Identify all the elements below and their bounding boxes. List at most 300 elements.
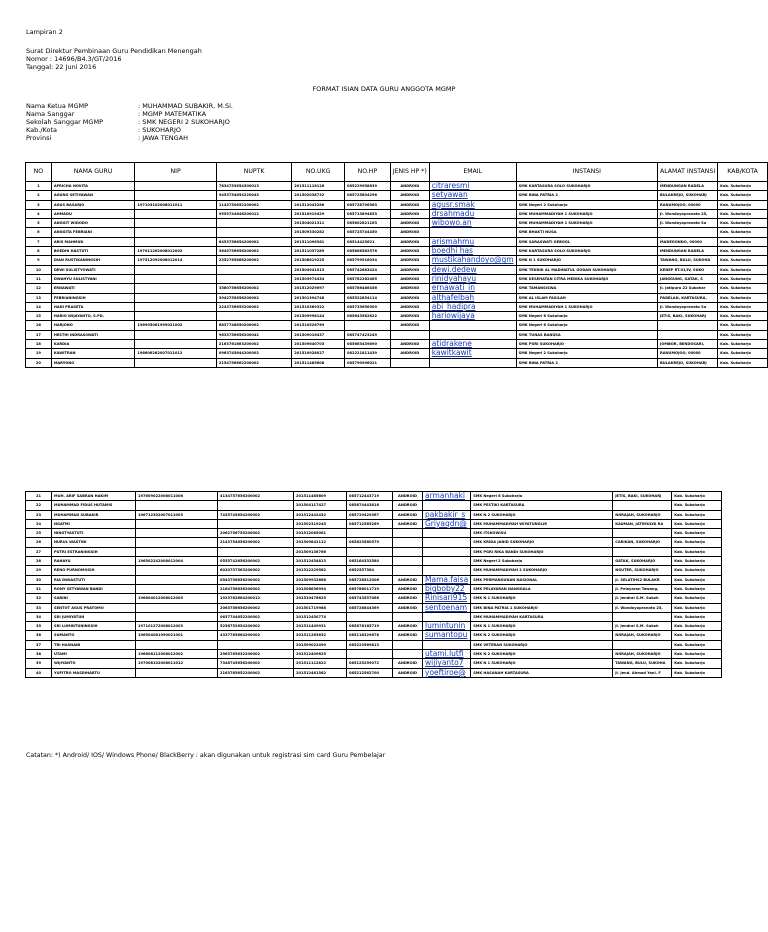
cell-no-hp: 085823560579 (347, 538, 393, 547)
cell-no-hp: 085674443816 (347, 501, 393, 510)
cell-no-ukg: 201509136766 (294, 547, 347, 556)
cell-nip: 197103102008011011 (135, 200, 216, 209)
cell-instansi: SMK HASANAH KARTASURA (471, 668, 613, 677)
cell-no: 28 (26, 557, 52, 566)
cell-nip: 196504081990021001 (136, 631, 218, 640)
cell-nama-guru: NGATMI (52, 519, 136, 528)
cell-nama-guru: ARIS MAHMUD (51, 237, 135, 246)
cell-nuptk (216, 274, 291, 283)
table-row (26, 237, 768, 246)
cell-nip (135, 293, 216, 302)
cell-nuptk: 7435745654200002 (218, 510, 294, 519)
cell-jenis-hp: ANDROID (390, 284, 429, 293)
cell-alamat-instansi: NGRAJAH, SUKOHARJO (613, 510, 672, 519)
column-header-jenis-hp: JENIS HP *) (390, 163, 429, 182)
cell-email: Griyaqdn@ (423, 519, 471, 528)
cell-instansi: SMK N 1 SUKOHARJO (471, 594, 613, 603)
cell-no-hp: 085602821163 (345, 219, 391, 228)
cell-kab-kota: Kab. Sukoharjo (718, 228, 768, 237)
cell-no-hp: 085725804296 (345, 191, 391, 200)
cell-kab-kota: Kab. Sukoharjo (672, 612, 722, 621)
cell-kab-kota: Kab. Sukoharjo (718, 200, 768, 209)
cell-kab-kota: Kab. Sukoharjo (718, 247, 768, 256)
table-row (26, 668, 722, 677)
cell-nip (136, 640, 218, 649)
cell-kab-kota: Kab. Sukoharjo (672, 510, 722, 519)
cell-instansi: SMK KARTASURA SOLO SUKOHARJO (516, 247, 657, 256)
cell-instansi: SMK ITSKOWISU (471, 529, 613, 538)
cell-email: lumintunin (423, 622, 471, 631)
info-key: Provinsi (26, 134, 52, 142)
cell-jenis-hp: ANDROID (393, 659, 423, 668)
cell-alamat-instansi: MADEGONDO, 00000 (657, 237, 717, 246)
cell-no: 5 (26, 219, 52, 228)
cell-kab-kota: Kab. Sukoharjo (718, 321, 768, 330)
column-header-no-ukg: NO.UKG (292, 163, 345, 182)
cell-no: 6 (26, 228, 52, 237)
cell-jenis-hp: ANDROID (390, 247, 429, 256)
cell-no-hp: 085712585269 (347, 519, 393, 528)
cell-kab-kota: Kab. Sukoharjo (718, 182, 768, 191)
cell-instansi: SMK PERMANGUNAN NASIONAL (471, 575, 613, 584)
cell-email: dewi.dedew (429, 265, 516, 274)
cell-nip (135, 340, 216, 349)
cell-alamat-instansi: RANUMOJOO, 00000 (657, 349, 717, 358)
cell-alamat-instansi: CARIKAN, SUKOHARJO (613, 538, 672, 547)
info-key: Kab./Kota (26, 126, 57, 134)
cell-jenis-hp (393, 529, 423, 538)
cell-no-ukg: 201509640703 (292, 340, 345, 349)
cell-no-hp: 085742883424 (345, 265, 391, 274)
cell-instansi: SMK Negeri 2 Sukoharjo (471, 557, 613, 566)
cell-no-ukg: 201509842112 (294, 538, 347, 547)
cell-nip (136, 529, 218, 538)
cell-nuptk: 0555742656200002 (218, 557, 294, 566)
table-row (26, 302, 768, 311)
cell-kab-kota: Kab. Sukoharjo (718, 237, 768, 246)
cell-nip (135, 358, 216, 367)
cell-alamat-instansi (613, 547, 672, 556)
column-header-no: NO (26, 163, 52, 182)
column-header-email: EMAIL (429, 163, 516, 182)
cell-email (423, 640, 471, 649)
table-row (26, 349, 768, 358)
cell-no: 18 (26, 340, 52, 349)
cell-no: 4 (26, 209, 52, 218)
cell-nuptk: 2164756636200002 (218, 584, 294, 593)
column-header-nuptk: NUPTK (216, 163, 291, 182)
cell-instansi: SMK PESTIKI KARTASURA (471, 501, 613, 510)
cell-nama-guru: SRI JUMIYATUN (52, 612, 136, 621)
cell-no-ukg: 201512229582 (294, 566, 347, 575)
cell-no-ukg: 201504941013 (292, 265, 345, 274)
cell-alamat-instansi: Jl. Pelayaran Tawang, (613, 584, 672, 593)
cell-no-ukg: 201510369322 (292, 302, 345, 311)
table-row (26, 247, 768, 256)
cell-no-hp: 085125259072 (347, 659, 393, 668)
cell-nama-guru: BOEDHI HASTUTI (51, 247, 135, 256)
cell-email: sentoenam (423, 603, 471, 612)
cell-no: 35 (26, 622, 52, 631)
cell-nuptk: 9633756656200042 (216, 330, 291, 339)
cell-nip: 196712302007011003 (136, 510, 218, 519)
cell-jenis-hp: ANDROID (393, 510, 423, 519)
cell-email: rinidyahayu (429, 274, 516, 283)
cell-no: 17 (26, 330, 52, 339)
cell-no-ukg: 201511485609 (294, 492, 347, 501)
cell-email: yoeftiroe@ (423, 668, 471, 677)
cell-no: 38 (26, 650, 52, 659)
cell-no-ukg: 201509016437 (292, 330, 345, 339)
cell-no-hp (347, 612, 393, 621)
cell-kab-kota: Kab. Sukoharjo (718, 219, 768, 228)
cell-nip (136, 603, 218, 612)
cell-nama-guru: HARJONO (51, 321, 135, 330)
cell-no-ukg: 201504117427 (294, 501, 347, 510)
cell-email: althafelbah (429, 293, 516, 302)
cell-kab-kota: Kab. Sukoharjo (672, 650, 722, 659)
cell-instansi: SMK MUHAMMADIYAH 1 SUKOHARJO (516, 219, 657, 228)
cell-nuptk: 5256752654200002 (218, 622, 294, 631)
cell-nama-guru: YUFITRO MASDIHARTU (52, 668, 136, 677)
cell-nama-guru: ANGGIT WIDODO (51, 219, 135, 228)
cell-no-ukg: 201512029097 (292, 284, 345, 293)
cell-nip (135, 182, 216, 191)
footnote: Catatan: *) Android/ IOS/ Windows Phone/ BlackBerry : akan digunakan untuk registrasi sim card Guru Pembelajar (26, 752, 386, 759)
cell-kab-kota: Kab. Sukoharjo (672, 584, 722, 593)
cell-instansi: SMK Negeri 2 Sukoharjo (516, 200, 657, 209)
cell-no-ukg: 201512450774 (294, 612, 347, 621)
cell-no-ukg: 201502319245 (294, 519, 347, 528)
table-row (26, 519, 722, 528)
cell-no: 25 (26, 529, 52, 538)
table-row (26, 538, 722, 547)
cell-instansi: SMK Negeri 6 Sukoharjo (516, 312, 657, 321)
cell-nama-guru: NURUL WASTINI (52, 538, 136, 547)
cell-no-hp: 085712443719 (347, 492, 393, 501)
cell-jenis-hp: ANDROID (393, 492, 423, 501)
cell-instansi: SMK N 1 SUKOHARJO (471, 622, 613, 631)
cell-nama-guru: RONY SETYAWAN BANDI (52, 584, 136, 593)
cell-alamat-instansi: JOMBOR, BENDOSARI, (657, 340, 717, 349)
cell-jenis-hp: ANDROID (390, 191, 429, 200)
cell-jenis-hp: ANDROID (390, 256, 429, 265)
cell-no-ukg: 201509932666 (294, 575, 347, 584)
cell-instansi: SMK Negeri 2 Sukoharjo (516, 349, 657, 358)
cell-jenis-hp (390, 358, 429, 367)
cell-nip: 196606262007011012 (135, 349, 216, 358)
cell-nip (135, 228, 216, 237)
cell-nama-guru: HARIO WIJAYANTO, S.PD. (51, 312, 135, 321)
cell-instansi: SMK Negeri 6 Sukoharjo (471, 492, 613, 501)
cell-no: 30 (26, 575, 52, 584)
cell-no-hp: 085725744450 (345, 228, 391, 237)
surat: Surat Direktur Pembinaan Guru Pendidikan Menengah (26, 47, 202, 55)
cell-nama-guru: HESTHI INDRAS0WATI (51, 330, 135, 339)
table-row (26, 321, 768, 330)
cell-instansi: SMK VETERAN SUKOHARJO (471, 640, 613, 649)
cell-alamat-instansi (657, 330, 717, 339)
cell-alamat-instansi: Jl. Jend. Ahmad Yani. F (613, 668, 672, 677)
cell-no: 27 (26, 547, 52, 556)
cell-nama-guru: DWAHYU SULISTYANI (51, 274, 135, 283)
cell-no-ukg: 201510526769 (292, 321, 345, 330)
cell-no-ukg: 201506636994 (294, 584, 347, 593)
cell-alamat-instansi: KENEP RT.01/IV, SUKO (657, 265, 717, 274)
cell-alamat-instansi (613, 640, 672, 649)
cell-no-hp: 085223569813 (347, 640, 393, 649)
cell-nuptk: 9555744646200012 (216, 209, 291, 218)
cell-no: 24 (26, 519, 52, 528)
cell-nip: 196502242008012004 (136, 557, 218, 566)
cell-no-hp: 085786486456 (345, 284, 391, 293)
cell-no-hp: 0852557564 (347, 566, 393, 575)
cell-email: agusr.smak (429, 200, 516, 209)
cell-nip (135, 284, 216, 293)
cell-jenis-hp (393, 538, 423, 547)
cell-nip (135, 330, 216, 339)
cell-instansi: SMK MUHAMMADIYAH KARTASURA (471, 612, 613, 621)
cell-alamat-instansi: BULAKREJO, SUKOHARJ (657, 358, 717, 367)
cell-instansi: SMK MUHAMMADIYAH 2 SUKOHARJO (471, 566, 613, 575)
cell-email: abi_hadipra (429, 302, 516, 311)
cell-nuptk (216, 219, 291, 228)
cell-instansi: SMK TUNAS BANGSA (516, 330, 657, 339)
cell-no-hp: 085782262465 (345, 274, 391, 283)
cell-instansi: SMK N 1 SUKOHARJO (516, 256, 657, 265)
cell-nama-guru: AHMADU (51, 209, 135, 218)
cell-nuptk: 0543756656200002 (218, 575, 294, 584)
cell-email (423, 557, 471, 566)
cell-no: 11 (26, 274, 52, 283)
table-row (26, 501, 722, 510)
cell-nama-guru: AGUNG SETIYAWAN (51, 191, 135, 200)
cell-nip (135, 265, 216, 274)
cell-nip (135, 302, 216, 311)
cell-kab-kota: Kab. Sukoharjo (718, 302, 768, 311)
cell-nuptk: 2063756656200002 (218, 603, 294, 612)
cell-nip (135, 219, 216, 228)
cell-no-hp: 085868582576 (345, 247, 391, 256)
info-value: : SMK NEGERI 2 SUKOHARJO (138, 118, 230, 126)
cell-alamat-instansi (613, 612, 672, 621)
cell-alamat-instansi: MENDUNGAN RADELA (657, 182, 717, 191)
cell-kab-kota: Kab. Sukoharjo (718, 312, 768, 321)
cell-kab-kota: Kab. Sukoharjo (718, 293, 768, 302)
cell-no: 19 (26, 349, 52, 358)
cell-nuptk: 4134757656200002 (218, 492, 294, 501)
cell-alamat-instansi: TAWANG, BULU, SUKOHA (613, 659, 672, 668)
cell-kab-kota: Kab. Sukoharjo (718, 340, 768, 349)
cell-nip: 197101272008012003 (136, 622, 218, 631)
cell-email: atidrakene (429, 340, 516, 349)
cell-no-hp: 085728512006 (347, 575, 393, 584)
cell-alamat-instansi: Jl. Wondoyopranoto 25, (657, 209, 717, 218)
cell-no-ukg: 201511485608 (292, 358, 345, 367)
cell-no: 29 (26, 566, 52, 575)
cell-alamat-instansi: Jl. Wondoyopranoto Su (657, 219, 717, 228)
cell-no-ukg: 201512442432 (294, 510, 347, 519)
cell-jenis-hp: ANDROID (390, 274, 429, 283)
cell-nip: 197011262008012002 (135, 247, 216, 256)
cell-no: 13 (26, 293, 52, 302)
cell-no-ukg: 201509022490 (294, 640, 347, 649)
table-row (26, 284, 768, 293)
cell-no-ukg: 201510478625 (294, 594, 347, 603)
cell-nama-guru: PUTRI ESTRANINGSIH (52, 547, 136, 556)
cell-no: 21 (26, 492, 52, 501)
cell-jenis-hp: ANDROID (393, 575, 423, 584)
cell-no: 26 (26, 538, 52, 547)
cell-nama-guru: MARYONO (51, 358, 135, 367)
cell-alamat-instansi: KAUMAN, JATIMULYA RA (613, 519, 672, 528)
table-row (26, 492, 722, 501)
cell-no-hp: 085663439890 (345, 340, 391, 349)
cell-kab-kota: Kab. Sukoharjo (672, 668, 722, 677)
cell-instansi: SMK Negeri 6 Sukoharjo (516, 321, 657, 330)
cell-alamat-instansi: Jl. Wondoyopranoto 25, (613, 603, 672, 612)
cell-email: mustikahandoyo@gm (429, 256, 516, 265)
cell-kab-kota: Kab. Sukoharjo (672, 538, 722, 547)
column-header-instansi: INSTANSI (516, 163, 657, 182)
cell-jenis-hp: ANDROID (390, 312, 429, 321)
cell-nuptk: 2243756655200002 (216, 302, 291, 311)
table-row (26, 330, 768, 339)
tanggal: Tanggal: 22 Juni 2016 (26, 63, 97, 71)
cell-email: armanhaki (423, 492, 471, 501)
table-row (26, 547, 722, 556)
table-row (26, 340, 768, 349)
cell-no-ukg: 201503974434 (292, 274, 345, 283)
cell-instansi: SMK BINA PATRIA 2 (516, 358, 657, 367)
cell-nuptk: 2352765666200002 (216, 256, 291, 265)
cell-alamat-instansi: Jl. Jatipuro 22 Sukohar (657, 284, 717, 293)
cell-nuptk: 6453756654200002 (216, 237, 291, 246)
cell-alamat-instansi: PADELAN, KARTASURA, (657, 293, 717, 302)
cell-jenis-hp: ANDROID (393, 631, 423, 640)
cell-kab-kota: Kab. Sukoharjo (672, 529, 722, 538)
cell-nip (135, 209, 216, 218)
cell-nama-guru: AFRICHA NOVITA (51, 182, 135, 191)
cell-instansi: SMK KESEHATAN CITRA MEDIKA SUKOHARJO (516, 274, 657, 283)
cell-no-ukg: 201508819225 (292, 256, 345, 265)
cell-no: 14 (26, 302, 52, 311)
cell-nama-guru: MUH. ARIF SABRAN HAKIM (52, 492, 136, 501)
cell-no-ukg: 201511096361 (292, 237, 345, 246)
cell-nip (135, 274, 216, 283)
cell-no-hp (345, 321, 391, 330)
cell-email (429, 321, 516, 330)
cell-nuptk: 1923762664200012 (218, 594, 294, 603)
info-value: : MGMP MATEMATIKA (138, 110, 207, 118)
column-header-no-hp: NO.HP (345, 163, 391, 182)
cell-no-hp: 085522854114 (345, 293, 391, 302)
cell-kab-kota: Kab. Sukoharjo (672, 631, 722, 640)
teacher-table-page1 (25, 162, 768, 368)
cell-kab-kota: Kab. Sukoharjo (718, 330, 768, 339)
cell-instansi: SMK N 2 SUKOHARJO (471, 650, 613, 659)
table-row (26, 293, 768, 302)
cell-no: 40 (26, 668, 52, 677)
cell-no-hp (347, 547, 393, 556)
cell-no-hp: 085878165719 (347, 622, 393, 631)
cell-no-hp: 085164332580 (347, 557, 393, 566)
cell-nama-guru: RAHAYU (52, 557, 136, 566)
cell-no: 22 (26, 501, 52, 510)
cell-nip: 197512092008012014 (135, 256, 216, 265)
cell-jenis-hp: ANDROID (390, 340, 429, 349)
cell-no: 15 (26, 312, 52, 321)
teacher-table-page2 (25, 491, 722, 678)
cell-no-ukg: 201511112822 (294, 659, 347, 668)
cell-no-ukg: 201512454813 (294, 557, 347, 566)
cell-nuptk: 6837748650200002 (216, 321, 291, 330)
cell-no: 32 (26, 594, 52, 603)
cell-jenis-hp (393, 650, 423, 659)
cell-instansi: SMK BINA PATRIA 2 (516, 191, 657, 200)
cell-no-hp: 085799516034 (345, 256, 391, 265)
cell-email: Rinisari915 (423, 594, 471, 603)
table-row (26, 265, 768, 274)
cell-kab-kota: Kab. Sukoharjo (718, 191, 768, 200)
cell-nip (136, 612, 218, 621)
cell-nuptk: 2963765632200002 (218, 650, 294, 659)
cell-no-hp: 085728706563 (345, 200, 391, 209)
cell-no: 10 (26, 265, 52, 274)
cell-kab-kota: Kab. Sukoharjo (718, 256, 768, 265)
cell-nama-guru: HADI PRASETA (51, 302, 135, 311)
cell-email (423, 612, 471, 621)
cell-nama-guru: RIA DWIASTUTI (52, 575, 136, 584)
cell-no-ukg: 201501394748 (292, 293, 345, 302)
cell-no-hp: 085643582822 (345, 312, 391, 321)
cell-no: 8 (26, 247, 52, 256)
table-row (26, 566, 722, 575)
cell-no-hp: 08514425621 (345, 237, 391, 246)
cell-nama-guru: RENO PURNOMOSIH (52, 566, 136, 575)
cell-nama-guru: UTAMI (52, 650, 136, 659)
cell-nip (136, 501, 218, 510)
cell-nuptk (218, 519, 294, 528)
cell-nip: 196804012008012005 (136, 594, 218, 603)
cell-instansi: SMK BINA PATRIA 1 SUKOHARJO (471, 603, 613, 612)
cell-jenis-hp: ANDROID (390, 200, 429, 209)
cell-no: 12 (26, 284, 52, 293)
cell-no-hp: 085747423249 (345, 330, 391, 339)
table-row (26, 557, 722, 566)
cell-jenis-hp (393, 557, 423, 566)
cell-nuptk: 2163761663200002 (216, 340, 291, 349)
cell-nip: 197609022008011006 (136, 492, 218, 501)
table-row (26, 209, 768, 218)
cell-nuptk: 7834753654300013 (216, 182, 291, 191)
cell-kab-kota: Kab. Sukoharjo (718, 284, 768, 293)
cell-no: 31 (26, 584, 52, 593)
cell-jenis-hp (393, 547, 423, 556)
cell-no: 23 (26, 510, 52, 519)
cell-nip (136, 584, 218, 593)
table-row (26, 228, 768, 237)
cell-instansi: SMK TAMANSISWA (516, 284, 657, 293)
cell-nama-guru: SENTOT AGUS PRATOMO (52, 603, 136, 612)
cell-alamat-instansi: NGRAJAH, SUKOHARJO (613, 650, 672, 659)
table-row (26, 659, 722, 668)
cell-alamat-instansi (613, 501, 672, 510)
info-value: : SUKOHARJO (138, 126, 182, 134)
cell-nip (136, 519, 218, 528)
cell-nip (135, 237, 216, 246)
cell-no-hp: 082221811439 (345, 349, 391, 358)
